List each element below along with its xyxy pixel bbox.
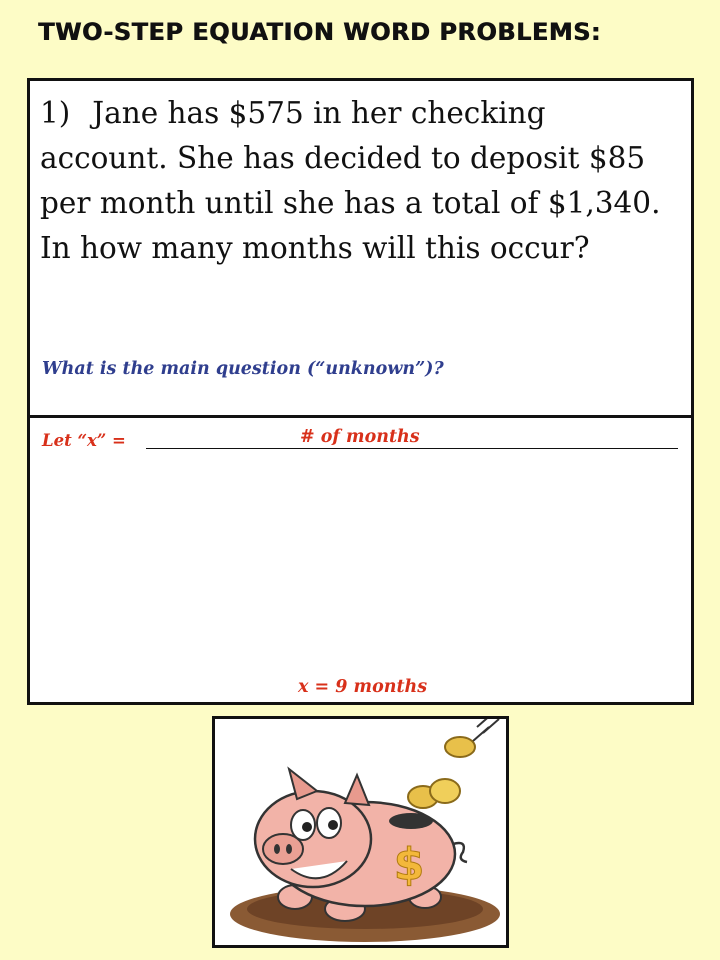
work-box xyxy=(27,415,694,705)
piggy-bank-illustration xyxy=(212,716,509,948)
final-answer: x = 9 months xyxy=(298,677,428,697)
problem-text: Jane has $575 in her checking account. She has decided to deposit $85 per month until she has a total of $1,340. In how many months will this occur? xyxy=(40,96,661,265)
problem-statement xyxy=(40,91,680,271)
question-prompt: What is the main question (“unknown”)? xyxy=(42,359,444,379)
page-title: TWO-STEP EQUATION WORD PROBLEMS: xyxy=(38,18,601,46)
answer-blank-line xyxy=(146,448,678,449)
variable-definition: # of months xyxy=(300,427,420,447)
problem-number: 1) xyxy=(40,96,71,130)
piggy-bank-with-coins-icon xyxy=(215,719,506,945)
dollar-sign: $ xyxy=(393,839,425,890)
let-label: Let “x” = xyxy=(42,431,126,450)
problem-box xyxy=(27,78,694,418)
let-statement xyxy=(42,428,682,454)
